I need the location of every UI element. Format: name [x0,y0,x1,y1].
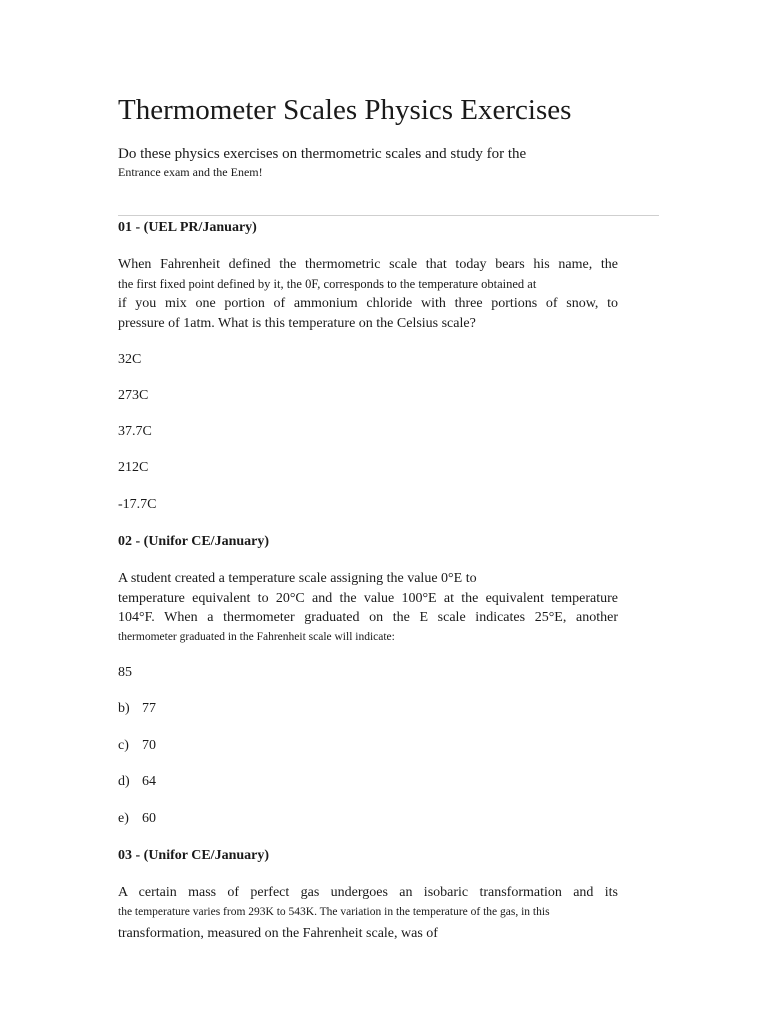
question-2-heading: 02 - (Unifor CE/January) [118,534,270,549]
question-3-line: the temperature varies from 293K to 543K. The variation in the temperature of the gas, in this [118,905,550,918]
question-3-text [118,883,618,944]
section-divider [118,215,659,216]
question-1-line: the first fixed point defined by it, the 0F, corresponds to the temperature obtained at [118,276,537,291]
option-label: d) [118,774,130,789]
question-3-heading: 03 - (Unifor CE/January) [118,848,270,863]
question-2-option [118,737,618,755]
option-value: 77 [142,701,156,716]
option-value: 64 [142,774,156,789]
question-1-line: When Fahrenheit defined the thermometric scale that today bears his name, the [118,257,618,272]
question-2-text [118,569,618,647]
question-1-line: pressure of 1atm. What is this temperature on the Celsius scale? [118,315,476,331]
question-1-option: 273C [118,388,149,403]
page-title: Thermometer Scales Physics Exercises [118,94,572,126]
question-1-text [118,255,618,333]
question-1-option: -17.7C [118,497,157,512]
question-2-line: A student created a temperature scale assigning the value 0°E to [118,571,477,586]
question-1-option: 212C [118,460,149,475]
question-2-line: thermometer graduated in the Fahrenheit scale will indicate: [118,630,395,643]
option-label: e) [118,811,129,826]
question-1-option: 37.7C [118,424,152,439]
document-header [118,88,618,180]
question-2-option [118,810,618,828]
question-1-heading: 01 - (UEL PR/January) [118,220,257,235]
question-2-option [118,700,618,718]
question-2-line: 104°F. When a thermometer graduated on the E scale indicates 25°E, another [118,610,618,625]
question-3-line: transformation, measured on the Fahrenheit scale, was of [118,926,438,941]
option-label: c) [118,738,129,753]
question-3-line: A certain mass of perfect gas undergoes an isobaric transformation and its [118,885,618,900]
option-value: 70 [142,738,156,753]
option-label: b) [118,701,130,716]
question-2-option [118,773,618,791]
intro-line-1: Do these physics exercises on thermometric scales and study for the [118,146,527,162]
question-1-line: if you mix one portion of ammonium chloride with three portions of snow, to [118,296,618,311]
question-2-line: temperature equivalent to 20°C and the value 100°E at the equivalent temperature [118,590,618,606]
question-2-option: 85 [118,665,132,680]
option-value: 60 [142,811,156,826]
intro-line-2: Entrance exam and the Enem! [118,165,263,179]
intro-text [118,144,618,180]
question-1-option: 32C [118,352,142,367]
